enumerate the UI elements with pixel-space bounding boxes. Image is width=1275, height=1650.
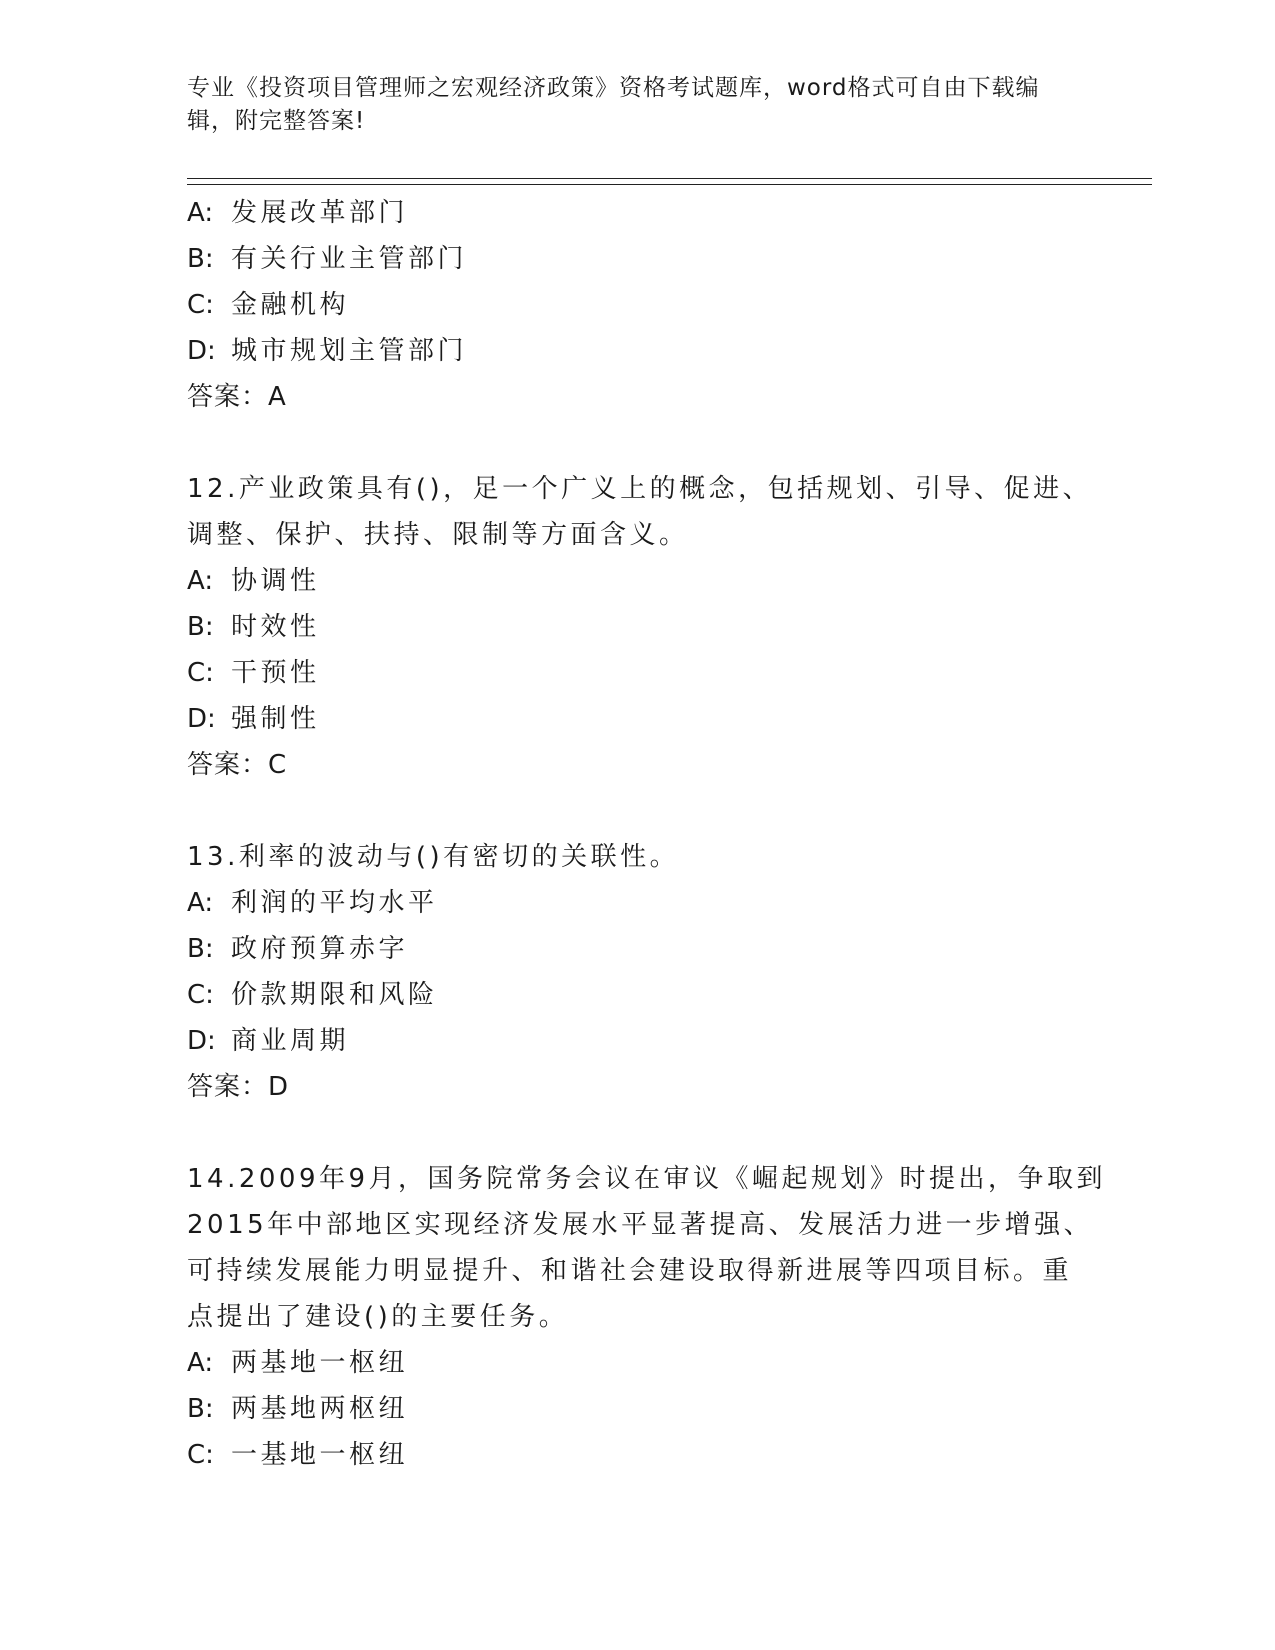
header-divider-top <box>187 178 1152 179</box>
option-a: A: 利润的平均水平 <box>187 888 438 918</box>
option-c: C: 金融机构 <box>187 290 350 320</box>
option-c: C: 干预性 <box>187 658 320 688</box>
option-c: C: 价款期限和风险 <box>187 980 438 1010</box>
question-list <box>187 190 1107 1478</box>
question-stem-line: 点提出了建设()的主要任务。 <box>187 1302 569 1332</box>
option-a: A: 两基地一枢纽 <box>187 1348 409 1378</box>
header-title-line-1: 专业《投资项目管理师之宏观经济政策》资格考试题库，word格式可自由下载编 <box>187 75 1040 101</box>
option-b: B: 有关行业主管部门 <box>187 244 468 274</box>
spacer <box>187 788 1087 834</box>
question-12 <box>187 466 1093 788</box>
option-b: B: 两基地两枢纽 <box>187 1394 409 1424</box>
answer-label: 答案：C <box>187 750 288 780</box>
option-d: D: 城市规划主管部门 <box>187 336 468 366</box>
option-b: B: 政府预算赤字 <box>187 934 409 964</box>
question-11 <box>187 190 1087 420</box>
option-b: B: 时效性 <box>187 612 320 642</box>
answer-label: 答案：A <box>187 382 287 412</box>
question-stem-line: 调整、保护、扶持、限制等方面含义。 <box>187 520 689 550</box>
spacer <box>187 1110 1087 1156</box>
answer-label: 答案：D <box>187 1072 290 1102</box>
question-stem-line: 可持续发展能力明显提升、和谐社会建设取得新进展等四项目标。重 <box>187 1256 1073 1286</box>
option-d: D: 商业周期 <box>187 1026 350 1056</box>
question-14 <box>187 1156 1107 1478</box>
question-stem-line: 2015年中部地区实现经济发展水平显著提高、发展活力进一步增强、 <box>187 1210 1094 1240</box>
question-13 <box>187 834 1087 1110</box>
question-stem-line: 12.产业政策具有()，足一个广义上的概念，包括规划、引导、促进、 <box>187 474 1093 504</box>
header-divider-bottom <box>187 184 1152 185</box>
option-a: A: 发展改革部门 <box>187 198 409 228</box>
header-title-line-2: 辑，附完整答案! <box>187 108 366 134</box>
spacer <box>187 420 1087 466</box>
option-a: A: 协调性 <box>187 566 320 596</box>
option-d: D: 强制性 <box>187 704 320 734</box>
question-stem-line: 13.利率的波动与()有密切的关联性。 <box>187 842 680 872</box>
document-header <box>187 72 1067 138</box>
option-c: C: 一基地一枢纽 <box>187 1440 409 1470</box>
question-stem-line: 14.2009年9月，国务院常务会议在审议《崛起规划》时提出，争取到 <box>187 1164 1107 1194</box>
